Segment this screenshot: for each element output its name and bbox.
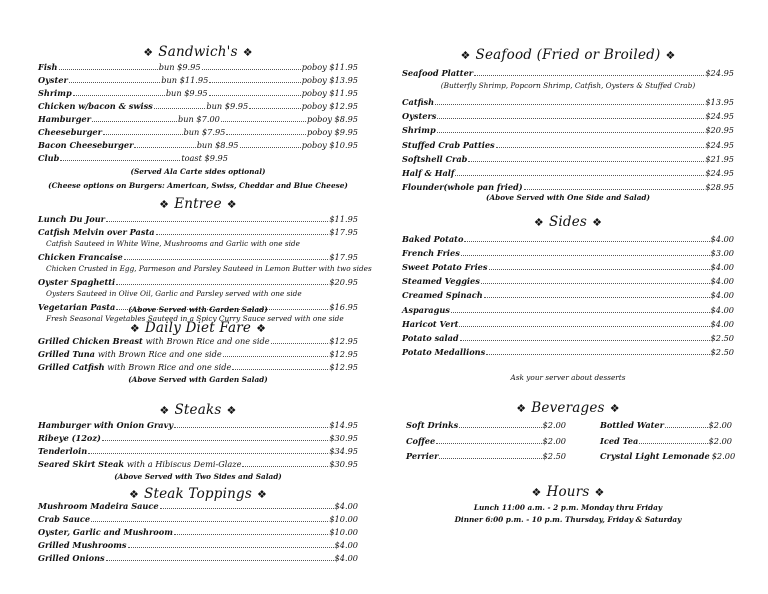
item-name-text: Steamed Veggies bbox=[402, 276, 480, 287]
item-name-text: Oyster, Garlic and Mushroom bbox=[38, 527, 173, 537]
item-price: $30.95 bbox=[329, 433, 358, 443]
item-name bbox=[38, 336, 270, 347]
item-price: $34.95 bbox=[329, 446, 358, 456]
item-name-text: Creamed Spinach bbox=[402, 290, 483, 301]
item-price: $4.00 bbox=[710, 276, 734, 287]
leader-dots bbox=[436, 443, 541, 444]
beverage-name: Iced Tea bbox=[600, 435, 639, 446]
leader-dots bbox=[455, 175, 704, 176]
item-price: $24.95 bbox=[705, 168, 734, 178]
item-name bbox=[402, 125, 436, 136]
item-name-text: French Fries bbox=[402, 248, 460, 259]
item-name bbox=[38, 88, 72, 99]
item-name bbox=[402, 319, 458, 330]
leader-dots bbox=[496, 147, 705, 148]
item-name-text: Stuffed Crab Patties bbox=[402, 139, 495, 150]
item-name-text: Potato salad bbox=[402, 332, 459, 343]
item-subtext: with a Hibiscus Demi-Glaze bbox=[126, 459, 242, 469]
item-name bbox=[38, 214, 105, 225]
leader-dots bbox=[209, 95, 301, 96]
sandwiches-note: (Served Ala Carte sides optional) bbox=[130, 167, 266, 176]
beverage-name: Soft Drinks bbox=[406, 420, 459, 430]
item-name-text: Hamburger with Onion Gravy bbox=[38, 420, 174, 430]
steak-item bbox=[38, 444, 358, 457]
poboy-price: poboy $11.95 bbox=[301, 62, 358, 72]
entree-item bbox=[38, 225, 358, 238]
side-item bbox=[402, 288, 734, 301]
item-name bbox=[38, 140, 133, 151]
leader-dots bbox=[481, 283, 710, 284]
item-name bbox=[402, 111, 436, 122]
item-name-text: Chicken Francaise bbox=[38, 252, 123, 262]
beverage-price: $2.00 bbox=[708, 435, 732, 446]
item-price: $10.00 bbox=[329, 527, 358, 537]
item-price: $24.95 bbox=[705, 111, 734, 122]
dinner-hours: Dinner 6:00 p.m. - 10 p.m. Thursday, Friday & Saturday bbox=[454, 515, 682, 524]
topping-item bbox=[38, 512, 358, 525]
item-name bbox=[402, 248, 460, 259]
seafood-item bbox=[402, 138, 734, 151]
item-name-text: Crab Sauce bbox=[38, 514, 91, 524]
topping-item bbox=[38, 499, 358, 512]
item-price: $4.00 bbox=[334, 540, 358, 550]
ornament-icon: ❖ bbox=[594, 486, 605, 499]
item-name-text: Oyster Spaghetti bbox=[38, 277, 116, 287]
beverage-item bbox=[406, 418, 566, 431]
item-price: $20.95 bbox=[705, 125, 734, 136]
leader-dots bbox=[226, 134, 306, 135]
leader-dots bbox=[73, 95, 165, 96]
sandwich-item bbox=[38, 60, 358, 73]
item-name-text: Fish bbox=[38, 62, 58, 72]
sandwich-item bbox=[38, 86, 358, 99]
item-price: $4.00 bbox=[334, 501, 358, 511]
item-name-text: Shrimp bbox=[38, 88, 72, 98]
bun-price: toast $9.95 bbox=[181, 153, 228, 163]
leader-dots bbox=[106, 560, 334, 561]
leader-dots bbox=[88, 453, 328, 454]
item-name bbox=[38, 349, 222, 360]
seafood-item bbox=[402, 166, 734, 179]
beverages-title-text: Beverages bbox=[531, 400, 605, 416]
ornament-icon: ❖ bbox=[129, 322, 140, 335]
sandwich-item bbox=[38, 112, 358, 125]
seafood-title bbox=[402, 47, 734, 63]
ornament-icon: ❖ bbox=[143, 46, 154, 59]
ornament-icon: ❖ bbox=[159, 404, 170, 417]
seafood-item bbox=[402, 152, 734, 165]
item-price: $4.00 bbox=[710, 262, 734, 273]
item-price: $17.95 bbox=[329, 227, 358, 237]
sandwich-item bbox=[38, 99, 358, 112]
seafood-title-text: Seafood (Fried or Broiled) bbox=[475, 47, 661, 63]
item-price: $4.00 bbox=[710, 234, 734, 244]
item-subtext: with Brown Rice and one side bbox=[97, 349, 222, 359]
poboy-price: poboy $11.95 bbox=[301, 88, 358, 98]
item-name bbox=[402, 262, 488, 273]
item-name bbox=[38, 362, 231, 373]
item-name bbox=[38, 227, 155, 238]
leader-dots bbox=[665, 427, 708, 428]
entree-description: Fresh Seasonal Vegetables Sauteed in a Spicy Curry Sauce served with one side bbox=[46, 314, 344, 323]
side-item bbox=[402, 345, 734, 358]
diet-item bbox=[38, 347, 358, 360]
leader-dots bbox=[468, 161, 704, 162]
leader-dots bbox=[271, 343, 329, 344]
seafood-note: (Above Served with One Side and Salad) bbox=[486, 193, 650, 202]
leader-dots bbox=[439, 458, 541, 459]
item-name-text: Grilled Mushrooms bbox=[38, 540, 127, 550]
steaks-title-text: Steaks bbox=[174, 402, 222, 418]
item-name-text: Ribeye (12oz) bbox=[38, 433, 101, 443]
item-name-text: Seared Skirt Steak bbox=[38, 459, 125, 469]
leader-dots bbox=[242, 466, 328, 467]
steak-item bbox=[38, 457, 358, 470]
bun-price: bun $7.95 bbox=[183, 127, 226, 137]
item-price: $14.95 bbox=[329, 420, 358, 430]
poboy-price: poboy $13.95 bbox=[301, 75, 359, 85]
diet-item bbox=[38, 334, 358, 347]
item-name bbox=[38, 127, 102, 138]
leader-dots bbox=[102, 440, 328, 441]
sandwiches-title bbox=[38, 44, 358, 60]
item-name bbox=[402, 347, 485, 358]
leader-dots bbox=[223, 356, 329, 357]
sandwich-item bbox=[38, 73, 358, 86]
leader-dots bbox=[486, 354, 709, 355]
item-subtext: with Brown Rice and one side bbox=[107, 362, 232, 372]
leader-dots bbox=[435, 104, 704, 105]
beverage-item bbox=[406, 434, 566, 447]
ornament-icon: ❖ bbox=[533, 216, 544, 229]
item-name-text: Grilled Onions bbox=[38, 553, 105, 563]
steak-item bbox=[38, 431, 358, 444]
item-name bbox=[38, 101, 153, 112]
item-name-text: Flounder(whole pan fried) bbox=[402, 182, 523, 193]
item-price: $24.95 bbox=[705, 139, 734, 150]
hours-title bbox=[402, 484, 734, 500]
item-name-text: Haricot Vert bbox=[402, 318, 459, 329]
side-item bbox=[402, 317, 734, 330]
leader-dots bbox=[221, 121, 306, 122]
side-item bbox=[402, 274, 734, 287]
entree-item bbox=[38, 250, 358, 263]
item-name bbox=[38, 153, 59, 164]
item-name bbox=[38, 252, 123, 263]
item-name-text: Tenderloin bbox=[38, 446, 88, 456]
item-name bbox=[38, 501, 159, 512]
leader-dots bbox=[437, 118, 704, 119]
sides-title bbox=[402, 214, 734, 230]
leader-dots bbox=[209, 82, 300, 83]
leader-dots bbox=[484, 297, 710, 298]
sandwich-item bbox=[38, 125, 358, 138]
item-name-text: Grilled Catfish bbox=[38, 362, 105, 372]
item-name-text: Potato Medallions bbox=[402, 346, 486, 357]
leader-dots bbox=[524, 189, 705, 190]
lunch-hours: Lunch 11:00 a.m. - 2 p.m. Monday thru Friday bbox=[473, 503, 663, 512]
desserts-note: Ask your server about desserts bbox=[510, 373, 626, 382]
leader-dots bbox=[232, 369, 328, 370]
item-price: $13.95 bbox=[705, 97, 734, 107]
item-name-text: Mushroom Madeira Sauce bbox=[38, 501, 159, 511]
side-item bbox=[402, 246, 734, 259]
leader-dots bbox=[174, 427, 328, 428]
leader-dots bbox=[174, 534, 328, 535]
item-price: $4.00 bbox=[710, 290, 734, 301]
side-item bbox=[402, 232, 734, 245]
leader-dots bbox=[459, 326, 709, 327]
item-name bbox=[402, 290, 483, 301]
leader-dots bbox=[59, 69, 158, 70]
item-name bbox=[38, 277, 115, 288]
poboy-price: poboy $12.95 bbox=[301, 101, 358, 111]
leader-dots bbox=[160, 508, 334, 509]
entree-description: Catfish Sauteed in White Wine, Mushrooms and Garlic with one side bbox=[46, 239, 300, 248]
diet-item bbox=[38, 360, 358, 373]
item-price: $11.95 bbox=[329, 214, 358, 224]
item-name-text: Hamburger bbox=[38, 114, 91, 124]
sandwich-item bbox=[38, 138, 358, 151]
ornament-icon: ❖ bbox=[242, 46, 253, 59]
poboy-price: poboy $8.95 bbox=[306, 114, 358, 124]
leader-dots bbox=[202, 69, 301, 70]
leader-dots bbox=[128, 547, 334, 548]
beverage-name: Crystal Light Lemonade bbox=[600, 451, 710, 461]
item-price: $12.95 bbox=[329, 362, 358, 372]
beverage-item bbox=[600, 434, 732, 447]
leader-dots bbox=[60, 160, 180, 161]
leader-dots bbox=[249, 108, 301, 109]
leader-dots bbox=[474, 75, 704, 76]
leader-dots bbox=[459, 427, 541, 428]
item-price: $21.95 bbox=[705, 153, 734, 164]
item-name-text: Catfish Melvin over Pasta bbox=[38, 227, 155, 237]
seafood-platter-description: (Butterfly Shrimp, Popcorn Shrimp, Catfish, Oysters & Stuffed Crab) bbox=[440, 81, 696, 90]
beverage-price: $2.00 bbox=[708, 420, 732, 430]
ornament-icon: ❖ bbox=[531, 486, 542, 499]
ornament-icon: ❖ bbox=[128, 488, 140, 501]
item-price: $4.00 bbox=[334, 553, 358, 563]
item-price: $30.95 bbox=[329, 459, 358, 469]
item-name-text: Vegetarian Pasta bbox=[38, 302, 116, 312]
seafood-platter bbox=[402, 66, 734, 79]
diet-note: (Above Served with Garden Salad) bbox=[128, 375, 268, 384]
item-name bbox=[38, 433, 101, 444]
entree-item bbox=[38, 275, 358, 288]
poboy-price: poboy $9.95 bbox=[306, 127, 358, 137]
leader-dots bbox=[91, 521, 328, 522]
side-item bbox=[402, 303, 734, 316]
item-name bbox=[402, 68, 473, 79]
bun-price: bun $8.95 bbox=[196, 140, 239, 150]
item-price: $28.95 bbox=[705, 182, 734, 193]
item-name-text: Grilled Tuna bbox=[38, 349, 95, 359]
item-price: $12.95 bbox=[329, 336, 358, 346]
item-name-text: Asparagus bbox=[402, 304, 450, 315]
sides-title-text: Sides bbox=[548, 214, 588, 230]
seafood-item bbox=[402, 123, 734, 136]
item-price: $3.00 bbox=[710, 248, 734, 259]
item-price: $4.00 bbox=[710, 304, 734, 315]
topping-item bbox=[38, 538, 358, 551]
item-name-text: Chicken w/bacon & swiss bbox=[38, 101, 153, 111]
bun-price: bun $9.95 bbox=[206, 101, 249, 111]
beverage-name: Bottled Water bbox=[600, 420, 664, 430]
leader-dots bbox=[451, 312, 710, 313]
item-price: $20.95 bbox=[329, 277, 358, 287]
ornament-icon: ❖ bbox=[516, 402, 527, 415]
item-name bbox=[38, 553, 105, 564]
leader-dots bbox=[92, 121, 177, 122]
leader-dots bbox=[103, 134, 183, 135]
cheese-options-note: (Cheese options on Burgers: American, Swiss, Cheddar and Blue Cheese) bbox=[48, 181, 348, 190]
leader-dots bbox=[437, 132, 705, 133]
item-name bbox=[38, 62, 58, 73]
item-name bbox=[402, 97, 434, 108]
item-price: $12.95 bbox=[329, 349, 358, 359]
leader-dots bbox=[124, 259, 329, 260]
topping-item bbox=[38, 525, 358, 538]
item-name-text: Baked Potato bbox=[402, 234, 464, 244]
item-name-text: Club bbox=[38, 153, 60, 163]
item-price: $17.95 bbox=[329, 252, 358, 262]
beverage-price: $2.00 bbox=[711, 451, 736, 461]
bun-price: bun $9.95 bbox=[158, 62, 201, 72]
steaks-title bbox=[38, 402, 358, 418]
item-name bbox=[402, 276, 480, 287]
item-name bbox=[38, 459, 241, 470]
beverage-item bbox=[600, 418, 732, 431]
steak-item bbox=[38, 418, 358, 431]
item-name-text: Bacon Cheeseburger bbox=[38, 140, 134, 150]
leader-dots bbox=[460, 340, 710, 341]
item-name bbox=[38, 114, 91, 125]
ornament-icon: ❖ bbox=[592, 216, 603, 229]
item-price: $4.00 bbox=[710, 318, 734, 329]
ornament-icon: ❖ bbox=[460, 49, 471, 62]
leader-dots bbox=[156, 234, 329, 235]
item-subtext: with Brown Rice and one side bbox=[145, 336, 270, 346]
sandwich-item bbox=[38, 151, 358, 164]
item-name bbox=[402, 305, 450, 316]
item-name bbox=[402, 154, 467, 165]
leader-dots bbox=[461, 255, 710, 256]
item-name-text: Oyster bbox=[38, 75, 68, 85]
entree-description: Oysters Sauteed in Olive Oil, Garlic and Parsley served with one side bbox=[46, 289, 302, 298]
beverage-price: $2.50 bbox=[542, 451, 566, 461]
item-name bbox=[402, 234, 463, 245]
beverages-title bbox=[402, 400, 734, 416]
leader-dots bbox=[639, 443, 707, 444]
item-name bbox=[38, 420, 173, 431]
item-price: $2.50 bbox=[710, 346, 734, 357]
diet-title-text: Daily Diet Fare bbox=[144, 320, 252, 336]
item-price: $24.95 bbox=[705, 68, 734, 78]
toppings-title-text: Steak Toppings bbox=[144, 486, 252, 502]
hours-title-text: Hours bbox=[546, 484, 590, 500]
entree-note: (Above Served with Garden Salad) bbox=[128, 305, 268, 314]
beverage-name: Coffee bbox=[406, 435, 436, 446]
item-name-text: Cheeseburger bbox=[38, 127, 102, 137]
beverage-price: $2.00 bbox=[542, 435, 566, 446]
side-item bbox=[402, 260, 734, 273]
item-name-text: Oysters bbox=[402, 111, 437, 122]
leader-dots bbox=[69, 82, 160, 83]
beverage-price: $2.00 bbox=[542, 420, 566, 430]
item-name-text: Seafood Platter bbox=[402, 68, 474, 78]
item-name bbox=[402, 168, 454, 179]
seafood-item bbox=[402, 109, 734, 122]
item-name bbox=[38, 446, 87, 457]
bun-price: bun $7.00 bbox=[178, 114, 220, 124]
item-name-text: Lunch Du Jour bbox=[38, 214, 105, 224]
beverage-item bbox=[600, 449, 736, 462]
item-name-text: Grilled Chicken Breast bbox=[38, 336, 143, 346]
item-price: $10.00 bbox=[329, 514, 358, 524]
bun-price: bun $11.95 bbox=[161, 75, 209, 85]
leader-dots bbox=[134, 147, 195, 148]
ornament-icon: ❖ bbox=[159, 198, 170, 211]
leader-dots bbox=[240, 147, 301, 148]
item-name bbox=[38, 75, 68, 86]
ornament-icon: ❖ bbox=[665, 49, 676, 62]
item-price: $16.95 bbox=[329, 302, 358, 312]
ornament-icon: ❖ bbox=[256, 322, 267, 335]
leader-dots bbox=[116, 284, 328, 285]
entree-item bbox=[38, 212, 358, 225]
ornament-icon: ❖ bbox=[609, 402, 620, 415]
steaks-note: (Above Served with Two Sides and Salad) bbox=[114, 472, 282, 481]
item-name bbox=[402, 140, 495, 151]
ornament-icon: ❖ bbox=[226, 198, 237, 211]
item-name-text: Shrimp bbox=[402, 125, 436, 136]
entree-description: Chicken Crusted in Egg, Parmeson and Parsley Sauteed in Lemon Butter with two sides bbox=[46, 264, 372, 273]
poboy-price: poboy $10.95 bbox=[301, 140, 359, 150]
item-name bbox=[402, 333, 459, 344]
bun-price: bun $9.95 bbox=[165, 88, 208, 98]
side-item bbox=[402, 331, 734, 344]
item-name-text: Catfish bbox=[402, 97, 435, 107]
leader-dots bbox=[489, 269, 710, 270]
item-name-text: Sweet Potato Fries bbox=[402, 262, 488, 273]
seafood-item bbox=[402, 95, 734, 108]
item-name bbox=[38, 540, 127, 551]
item-name bbox=[38, 514, 90, 525]
item-name-text: Softshell Crab bbox=[402, 153, 468, 164]
ornament-icon: ❖ bbox=[226, 404, 237, 417]
ornament-icon: ❖ bbox=[256, 488, 268, 501]
item-name bbox=[38, 527, 173, 538]
beverage-item bbox=[406, 449, 566, 462]
leader-dots bbox=[106, 221, 328, 222]
sandwiches-title-text: Sandwich's bbox=[158, 44, 238, 60]
leader-dots bbox=[154, 108, 206, 109]
entree-title-text: Entree bbox=[174, 196, 222, 212]
item-price: $2.50 bbox=[710, 332, 734, 343]
item-name-text: Half & Half bbox=[402, 168, 455, 178]
beverage-name: Perrier bbox=[406, 451, 439, 461]
leader-dots bbox=[464, 241, 709, 242]
entree-title bbox=[38, 196, 358, 212]
topping-item bbox=[38, 551, 358, 564]
